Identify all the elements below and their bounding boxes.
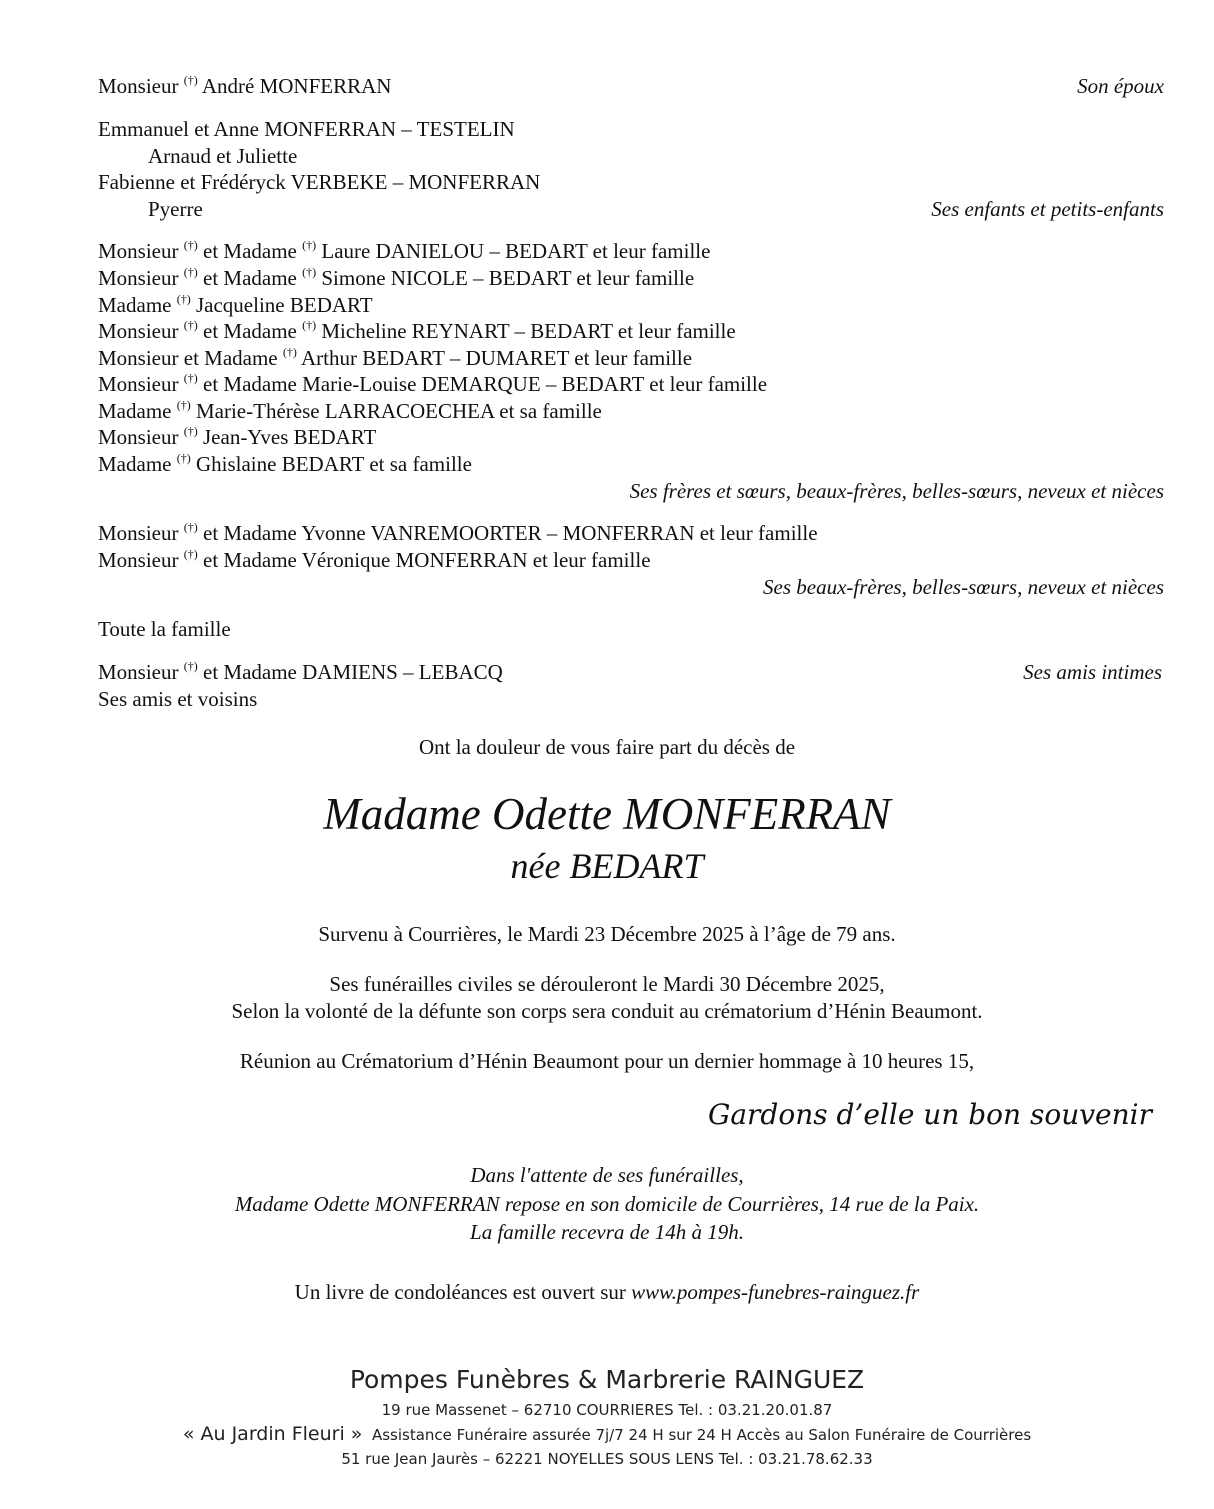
memory-phrase: Gardons d’elle un bon souvenir [707,1098,1152,1131]
inlaws-relation: Ses beaux-frères, belles-sœurs, neveux et nièces [763,575,1164,599]
rest-line-1: Dans l'attente de ses funérailles, [470,1163,744,1187]
friends-relation: Ses amis intimes [1023,660,1162,684]
birth-name: née BEDART [510,846,704,886]
meeting-info: Réunion au Crématorium d’Hénin Beaumont pour un dernier hommage à 10 heures 15, [239,1049,975,1073]
condolences-link[interactable]: www.pompes-funebres-rainguez.fr [631,1280,920,1304]
inlaw-line-2: Monsieur (†) et Madame Véronique MONFERRAN et leur famille [98,547,651,572]
sibling-line-2: Monsieur (†) et Madame (†) Simone NICOLE – BEDART et leur famille [98,265,695,290]
spouse-relation: Son époux [1077,74,1164,98]
children-line-2: Fabienne et Frédéryck VERBEKE – MONFERRAN [98,170,541,194]
sibling-line-9: Madame (†) Ghislaine BEDART et sa famille [98,451,472,476]
sibling-line-8: Monsieur (†) Jean-Yves BEDART [98,424,377,449]
deceased-mark: (†) [183,73,198,87]
grandchildren-line-2: Pyerre [148,197,203,221]
company-address-2: 51 rue Jean Jaurès – 62221 NOYELLES SOUS LENS Tel. : 03.21.78.62.33 [341,1450,873,1468]
children-line-1: Emmanuel et Anne MONFERRAN – TESTELIN [98,117,515,141]
all-family-line: Toute la famille [98,617,231,641]
sibling-line-7: Madame (†) Marie-Thérèse LARRACOECHEA et sa famille [98,398,602,423]
siblings-relation: Ses frères et sœurs, beaux-frères, belles-sœurs, neveux et nièces [629,479,1164,503]
announcement-intro: Ont la douleur de vous faire part du décès de [418,735,796,759]
children-relation: Ses enfants et petits-enfants [931,197,1164,221]
death-info: Survenu à Courrières, le Mardi 23 Décembre 2025 à l’âge de 79 ans. [318,922,896,946]
branch-name: « Au Jardin Fleuri » [182,1423,363,1445]
sibling-line-4: Monsieur (†) et Madame (†) Micheline REYNART – BEDART et leur famille [98,318,736,343]
rest-line-3: La famille recevra de 14h à 19h. [470,1220,744,1244]
friends-line: Monsieur (†) et Madame DAMIENS – LEBACQ [98,659,503,684]
sibling-line-3: Madame (†) Jacqueline BEDART [98,292,373,317]
branch-line [0,1423,1214,1446]
deceased-name: Madame Odette MONFERRAN [323,789,891,839]
grandchildren-line-1: Arnaud et Juliette [148,144,298,168]
funeral-line-1: Ses funérailles civiles se dérouleront le Mardi 30 Décembre 2025, [329,972,885,996]
rest-line-2: Madame Odette MONFERRAN repose en son domicile de Courrières, 14 rue de la Paix. [234,1192,980,1216]
company-name: Pompes Funèbres & Marbrerie RAINGUEZ [349,1365,865,1394]
sibling-line-5: Monsieur et Madame (†) Arthur BEDART – DUMARET et leur famille [98,345,693,370]
spouse-line: Monsieur (†) André MONFERRAN [98,73,392,98]
condolences-line: Un livre de condoléances est ouvert sur www.pompes-funebres-rainguez.fr [294,1280,920,1304]
branch-services: Assistance Funéraire assurée 7j/7 24 H sur 24 H Accès au Salon Funéraire de Courrières [371,1426,1032,1444]
neighbours-line: Ses amis et voisins [98,687,258,711]
inlaw-line-1: Monsieur (†) et Madame Yvonne VANREMOORTER – MONFERRAN et leur famille [98,520,818,545]
sibling-line-6: Monsieur (†) et Madame Marie-Louise DEMARQUE – BEDART et leur famille [98,371,768,396]
sibling-line-1: Monsieur (†) et Madame (†) Laure DANIELOU – BEDART et leur famille [98,238,711,263]
funeral-line-2: Selon la volonté de la défunte son corps sera conduit au crématorium d’Hénin Beaumont. [231,999,983,1023]
company-address-1: 19 rue Massenet – 62710 COURRIERES Tel. : 03.21.20.01.87 [381,1401,833,1419]
